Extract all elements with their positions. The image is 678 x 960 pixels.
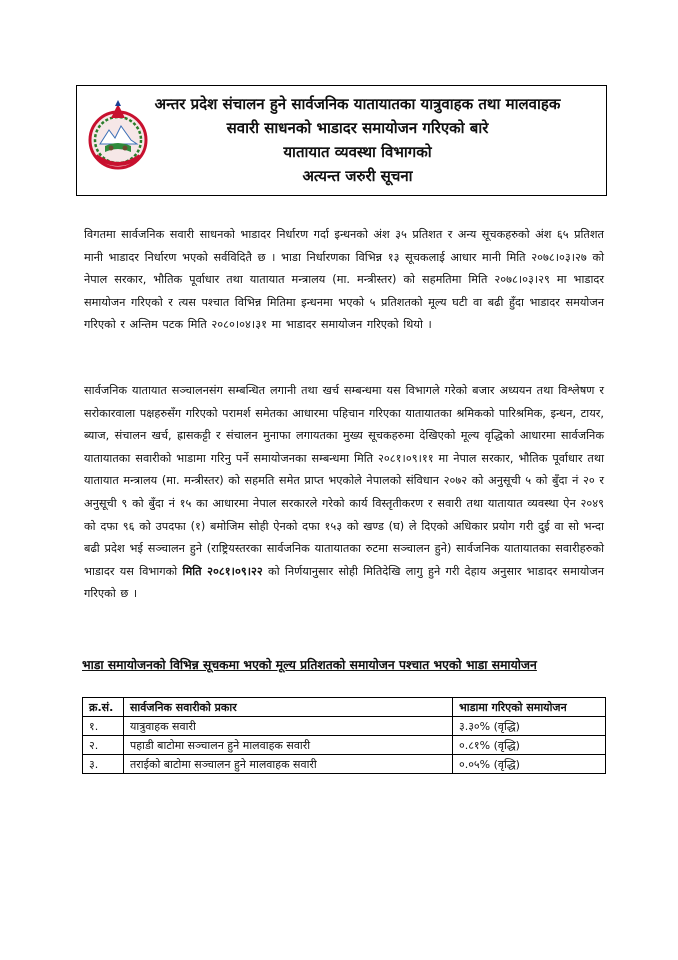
header-department: यातायात व्यवस्था विभागको: [283, 143, 432, 161]
table-row: [83, 736, 606, 755]
notice-header-box: [76, 85, 607, 196]
paragraph-decision-text: सार्वजनिक यातायात सञ्चालनसंग सम्बन्धित लगानी तथा खर्च सम्बन्धमा यस विभागले गरेको बजार अध्ययन तथा विश्लेषण र सरोकारवाला पक्षहरुसँग गरिएको परामर्श समेतका आधारमा पहिचान गरिएका यातायातका श्रमिकको पारिश्रमिक, इन्धन, टायर, ब्याज, संचालन खर्च, ह्रासकट्टी र संचालन मुनाफा लगायतका मुख्य सूचकहरुमा देखिएको मूल्य वृद्धिको आधारमा सार्वजनिक यातायातका सवारीको भाडामा गरिनु पर्ने समायोजनका सम्बन्धमा मिति २०८१।०९।११ मा नेपाल सरकार, भौतिक पूर्वाधार तथा यातायात मन्त्रालय (मा. मन्त्रीस्तर) को सहमति समेत प्राप्त भएकोले नेपालको संविधान २०७२ को अनुसूची ५ को बुँदा नं २० र अनुसूची ९ को बुँदा नं १५ का आधारमा नेपाल सरकारले गरेको कार्य विस्तृतीकरण र सवारी तथा यातायात व्यवस्था ऐन २०४९ को दफा ९६ को उपदफा (१) बमोजिम सोही ऐनको दफा १५३ को खण्ड (घ) ले दिएको अधिकार प्रयोग गरी दुई वा सो भन्दा बढी प्रदेश भई सञ्चालन हुने (राष्ट्रियस्तरका सार्वजनिक यातायातका रुटमा सञ्चालन हुने) सार्वजनिक यातायातका सवारीहरुको भाडादर यस विभागको: [84, 384, 604, 578]
row-adjustment: ०.८१% (वृद्धि): [453, 736, 606, 755]
table-header-row: [83, 698, 606, 717]
row-vehicle-type: यात्रुवाहक सवारी: [124, 717, 453, 736]
header-title-line-2: सवारी साधनको भाडादर समायोजन गरिएको बारे: [226, 119, 489, 137]
row-vehicle-type: तराईको बाटोमा सञ्चालन हुने मालवाहक सवारी: [124, 755, 453, 774]
table-row: [83, 717, 606, 736]
row-vehicle-type: पहाडी बाटोमा सञ्चालन हुने मालवाहक सवारी: [124, 736, 453, 755]
table-row: [83, 755, 606, 774]
row-serial: ३.: [83, 755, 124, 774]
header-serial-number: क्र.सं.: [83, 698, 124, 717]
paragraph-decision-text-end: को निर्णयानुसार सोही मितिदेखि लागु हुने गरी देहाय अनुसार भाडादर समायोजन गरिएको छ ।: [84, 564, 604, 601]
paragraph-decision: [84, 380, 604, 606]
paragraph-background: विगतमा सार्वजनिक सवारी साधनको भाडादर निर्धारण गर्दा इन्धनको अंश ३५ प्रतिशत र अन्य सूचकहरुको अंश ६५ प्रतिशत मानी भाडादर निर्धारण भएको सर्वविदितै छ । भाडा निर्धारणका विभिन्न १३ सूचकलाई आधार मानी मिति २०७८।०३।२७ को नेपाल सरकार, भौतिक पूर्वाधार तथा यातायात मन्त्रालय (मा. मन्त्रीस्तर) को सहमतिमा मिति २०७८।०३।२९ मा भाडादर समायोजन गरिएको र त्यस पश्चात विभिन्न मितिमा इन्धनमा भएको ५ प्रतिशतको मूल्य घटी वा बढी हुँदा भाडादर समयोजन गरिएको र अन्तिम पटक मिति २०८०।०४।३१ मा भाडादर समायोजन गरिएको थियो ।: [84, 228, 604, 332]
header-fare-adjustment: भाडामा गरिएको समायोजन: [453, 698, 606, 717]
fare-adjustment-table: [82, 697, 606, 774]
row-serial: १.: [83, 717, 124, 736]
header-urgent-notice: अत्यन्त जरुरी सूचना: [302, 167, 413, 185]
table-section-heading: भाडा समायोजनको विभिन्न सूचकमा भएको मूल्य प्रतिशतको समायोजन पश्चात भएको भाडा समायोजन: [82, 658, 537, 672]
header-vehicle-type: सार्वजनिक सवारीको प्रकार: [124, 698, 453, 717]
row-adjustment: ३.३०% (वृद्धि): [453, 717, 606, 736]
row-serial: २.: [83, 736, 124, 755]
decision-date: मिति २०८१।०९।२२: [182, 564, 263, 578]
row-adjustment: ०.०५% (वृद्धि): [453, 755, 606, 774]
header-title-line-1: अन्तर प्रदेश संचालन हुने सार्वजनिक यातायातका यात्रुवाहक तथा मालवाहक: [154, 95, 561, 113]
